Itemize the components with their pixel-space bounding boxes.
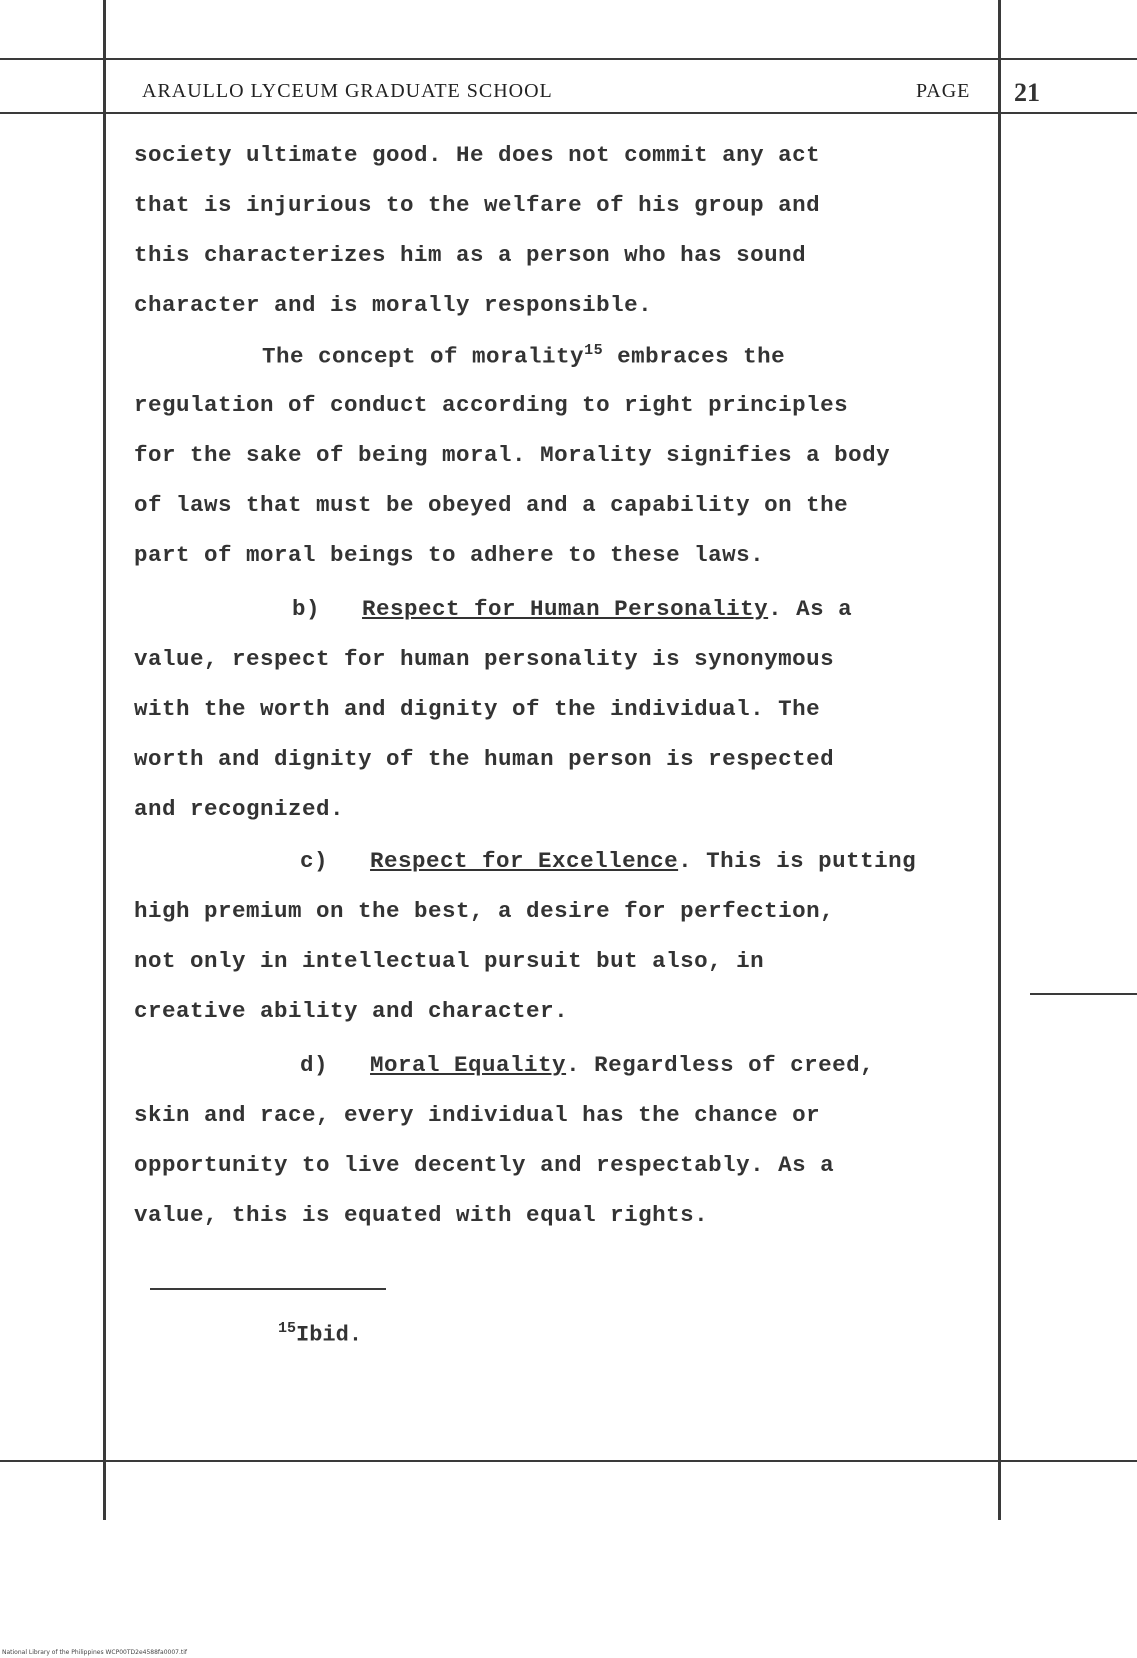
- text-line: regulation of conduct according to right principles: [134, 392, 849, 418]
- text-span: The concept of morality: [262, 343, 585, 370]
- footnote-number: 15: [278, 1320, 297, 1337]
- item-heading: Respect for Excellence: [370, 848, 679, 874]
- item-marker: c): [300, 848, 329, 874]
- item-heading: Moral Equality: [370, 1052, 567, 1078]
- text-line: this characterizes him as a person who has sound: [134, 242, 807, 268]
- footnote: [278, 1320, 362, 1347]
- text-line: [262, 342, 785, 370]
- text-span: embraces the: [603, 343, 786, 370]
- scan-metadata: National Library of the Philippines WCP00TD2e4588fa0007.tif: [2, 1649, 188, 1656]
- text-span: . Regardless of creed,: [566, 1052, 875, 1078]
- text-line: [300, 848, 916, 874]
- text-line: society ultimate good. He does not commit any act: [134, 142, 821, 168]
- header-rule: [0, 112, 1137, 114]
- text-line: part of moral beings to adhere to these laws.: [134, 542, 765, 568]
- text-line: worth and dignity of the human person is respected: [134, 746, 835, 772]
- text-line: opportunity to live decently and respectably. As a: [134, 1152, 835, 1178]
- item-marker: d): [300, 1052, 329, 1078]
- text-line: character and is morally responsible.: [134, 292, 653, 318]
- text-line: that is injurious to the welfare of his group and: [134, 192, 821, 218]
- top-rule: [0, 58, 1137, 60]
- text-line: value, respect for human personality is synonymous: [134, 646, 835, 672]
- school-header: ARAULLO LYCEUM GRADUATE SCHOOL: [142, 80, 553, 102]
- item-heading: Respect for Human Personality: [362, 596, 769, 622]
- footnote-text: Ibid.: [296, 1322, 363, 1348]
- text-span: . This is putting: [678, 848, 917, 874]
- bottom-rule: [0, 1460, 1137, 1462]
- right-short-rule: [1030, 993, 1137, 995]
- right-margin-rule: [998, 0, 1001, 1520]
- text-line: not only in intellectual pursuit but also, in: [134, 948, 765, 974]
- text-line: creative ability and character.: [134, 998, 569, 1024]
- text-line: skin and race, every individual has the chance or: [134, 1102, 821, 1128]
- text-line: value, this is equated with equal rights.: [134, 1202, 709, 1228]
- text-line: high premium on the best, a desire for perfection,: [134, 898, 835, 924]
- page-label: PAGE: [916, 80, 971, 102]
- text-line: of laws that must be obeyed and a capability on the: [134, 492, 849, 518]
- text-line: [292, 596, 852, 622]
- text-line: [300, 1052, 874, 1078]
- footnote-ref: 15: [584, 342, 604, 359]
- footnote-separator: [150, 1288, 386, 1290]
- item-marker: b): [292, 596, 321, 622]
- text-span: . As a: [768, 596, 853, 622]
- page-number: 21: [1014, 78, 1040, 107]
- text-line: for the sake of being moral. Morality signifies a body: [134, 442, 891, 468]
- left-margin-rule: [103, 0, 106, 1520]
- text-line: with the worth and dignity of the individual. The: [134, 696, 821, 722]
- text-line: and recognized.: [134, 796, 345, 822]
